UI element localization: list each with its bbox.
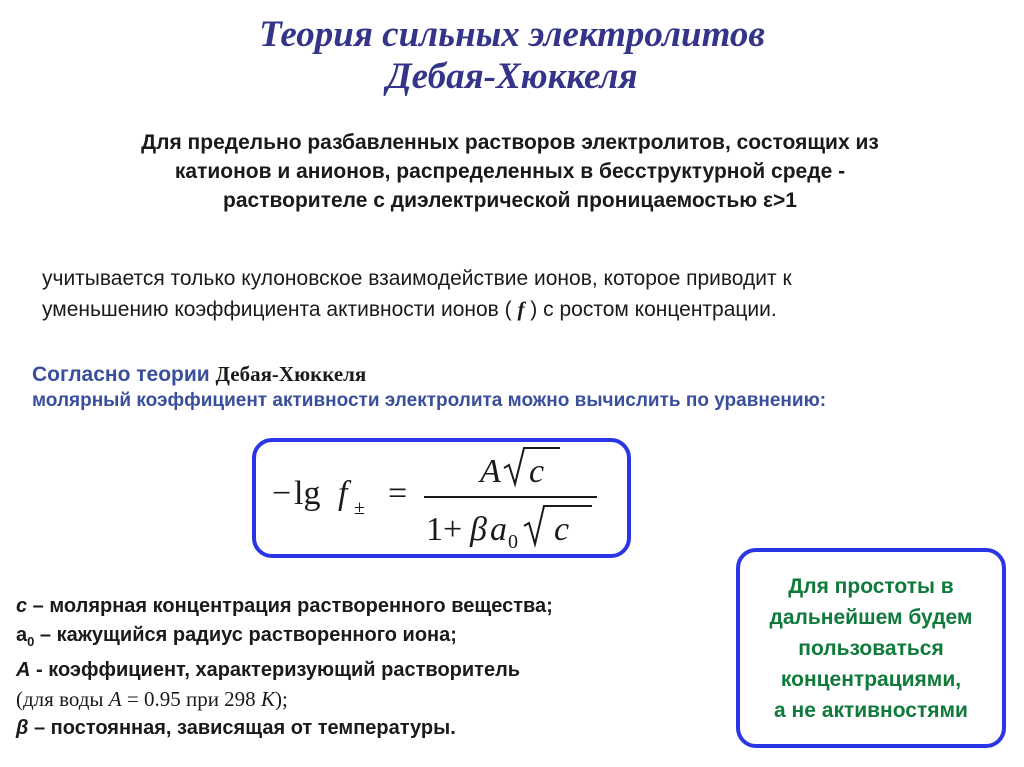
statement-line-2-post: ) с ростом концентрации. xyxy=(524,298,777,321)
definition-A-water xyxy=(16,685,736,714)
water-K: K xyxy=(260,687,275,711)
page-title xyxy=(0,14,1024,98)
theory-author: Дебая-Хюккеля xyxy=(215,362,367,386)
activity-symbol: f xyxy=(517,297,525,321)
definition-c-symbol: c xyxy=(16,595,28,617)
definition-a0 xyxy=(16,621,736,656)
note-line-4: концентрациями, xyxy=(780,667,962,691)
statement-line-2 xyxy=(42,294,1002,325)
definition-beta-symbol: β xyxy=(16,717,29,739)
definition-beta-text: – постоянная, зависящая от температуры. xyxy=(28,717,456,739)
intro-line-2: катионов и анионов, распределенных в бесструктурной среде - xyxy=(174,160,846,183)
debye-huckel-equation xyxy=(256,442,627,554)
title-line-1: Теория сильных электролитов xyxy=(259,14,765,55)
formula-equals: = xyxy=(388,475,408,512)
intro-line-1: Для предельно разбавленных растворов электролитов, состоящих из xyxy=(141,131,879,154)
note-text xyxy=(770,571,973,726)
formula-pm: ± xyxy=(354,497,365,519)
definition-A xyxy=(16,656,736,685)
theory-block xyxy=(32,362,1022,413)
formula-f: f xyxy=(338,475,348,512)
formula-lg: lg xyxy=(294,475,321,512)
note-line-2: дальнейшем будем xyxy=(769,605,973,629)
note-line-5: а не активностями xyxy=(774,698,968,722)
statement-line-1: учитывается только кулоновское взаимодействие ионов, которое приводит к xyxy=(42,267,792,290)
note-box xyxy=(736,548,1006,748)
formula-den-sub: 0 xyxy=(508,531,518,553)
statement-paragraph xyxy=(42,264,1002,325)
definitions-list xyxy=(16,592,736,743)
definition-A-text: - коэффициент, характеризующий растворитель xyxy=(30,659,521,681)
intro-line-3: растворителе с диэлектрической проницаемостью ε>1 xyxy=(223,189,797,212)
definition-c xyxy=(16,592,736,621)
formula-den-c: c xyxy=(554,511,570,548)
formula-den-a: a xyxy=(490,511,507,548)
statement-line-2-pre: уменьшению коэффициента активности ионов ( xyxy=(42,298,518,321)
definition-A-symbol: A xyxy=(16,659,31,681)
formula-den-one: 1+ xyxy=(426,511,463,548)
water-mid: = 0.95 при 298 xyxy=(121,687,261,711)
water-A: A xyxy=(108,687,122,711)
theory-line-2: молярный коэффициент активности электролита можно вычислить по уравнению: xyxy=(32,390,827,411)
formula-minus: − xyxy=(272,475,292,512)
definition-beta xyxy=(16,714,736,743)
theory-line-1 xyxy=(32,362,1022,387)
water-pre: (для воды xyxy=(16,687,109,711)
formula-den-beta: β xyxy=(470,511,487,548)
formula-box xyxy=(252,438,631,558)
note-line-1: Для простоты в xyxy=(788,574,954,598)
definition-c-text: – молярная концентрация растворенного вещества; xyxy=(27,595,553,617)
formula-num-c: c xyxy=(529,453,545,490)
water-post: ); xyxy=(274,687,288,711)
theory-line-1-pre: Согласно теории xyxy=(32,363,216,386)
definition-a0-symbol: a xyxy=(16,624,28,646)
definition-a0-subscript: 0 xyxy=(27,634,35,649)
formula-num-A: A xyxy=(480,453,501,490)
note-line-3: пользоваться xyxy=(798,636,944,660)
definition-a0-text: – кажущийся радиус растворенного иона; xyxy=(34,624,457,646)
intro-paragraph xyxy=(40,128,980,215)
title-line-2: Дебая-Хюккеля xyxy=(386,56,638,97)
